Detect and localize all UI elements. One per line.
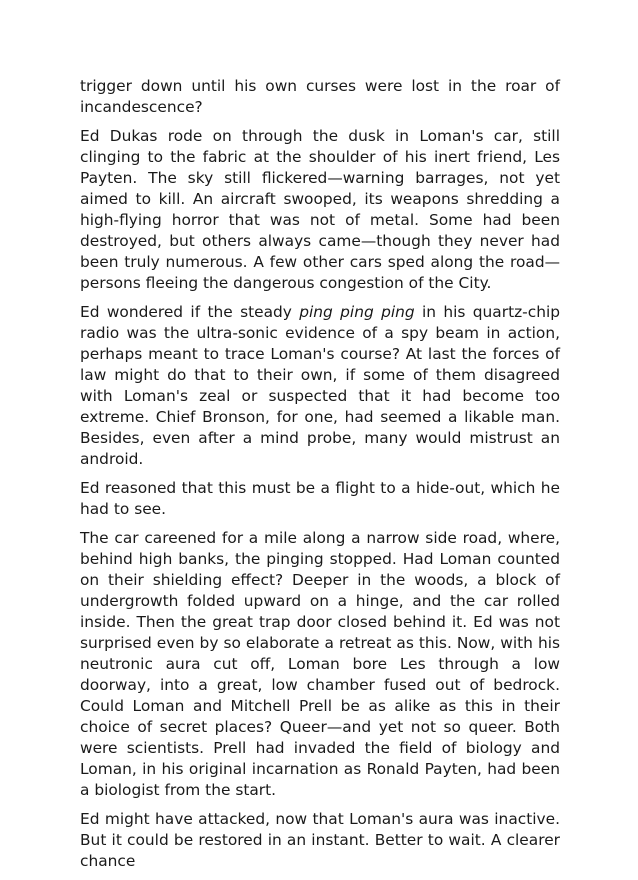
paragraph-4-text: Ed reasoned that this must be a flight to a hide-out, which he had to see. [80, 479, 560, 518]
paragraph-5-text: The car careened for a mile along a narrow side road, where, behind high banks, the pinging stopped. Had Loman counted on their shielding effect? Deeper in the woods, a block of undergrowth folded upward on a hinge, and the car rolled inside. Then the great trap door closed behind it. Ed was not surprised even by so elaborate a retreat as this. Now, with his neutronic aura cut off, Loman bore Les through a low doorway, into a great, low chamber fused out of bedrock. Could Loman and Mitchell Prell be as alike as this in their choice of secret places? Queer—and yet not so queer. Both were scientists. Prell had invaded the field of biology and Loman, in his original incarnation as Ronald Payten, had been a biologist from the start. [80, 529, 560, 799]
paragraph-4 [80, 478, 560, 520]
paragraph-1 [80, 76, 560, 118]
paragraph-3-text-end: in his quartz-chip radio was the ultra-sonic evidence of a spy beam in action, perhaps meant to trace Loman's course? At last the forces of law might do that to their own, if some of them disagreed with Loman's zeal or suspected that it had become too extreme. Chief Bronson, for one, had seemed a likable man. Besides, even after a mind probe, many would mistrust an android. [80, 303, 560, 468]
paragraph-1-text: trigger down until his own curses were lost in the roar of incandescence? [80, 77, 560, 116]
paragraph-3-italic-ping: ping ping ping [299, 303, 415, 321]
document-page [80, 76, 560, 880]
paragraph-6 [80, 809, 560, 872]
paragraph-3-text-start: Ed wondered if the steady [80, 303, 300, 321]
paragraph-3 [80, 302, 560, 470]
paragraph-2-text: Ed Dukas rode on through the dusk in Loman's car, still clinging to the fabric at the shoulder of his inert friend, Les Payten. The sky still flickered—warning barrages, not yet aimed to kill. An aircraft swooped, its weapons shredding a high-flying horror that was not of metal. Some had been destroyed, but others always came—though they never had been truly numerous. A few other cars sped along the road—persons fleeing the dangerous congestion of the City. [80, 127, 560, 292]
paragraph-6-text: Ed might have attacked, now that Loman's aura was inactive. But it could be restored in an instant. Better to wait. A clearer chance [80, 810, 560, 870]
paragraph-5 [80, 528, 560, 801]
paragraph-2 [80, 126, 560, 294]
